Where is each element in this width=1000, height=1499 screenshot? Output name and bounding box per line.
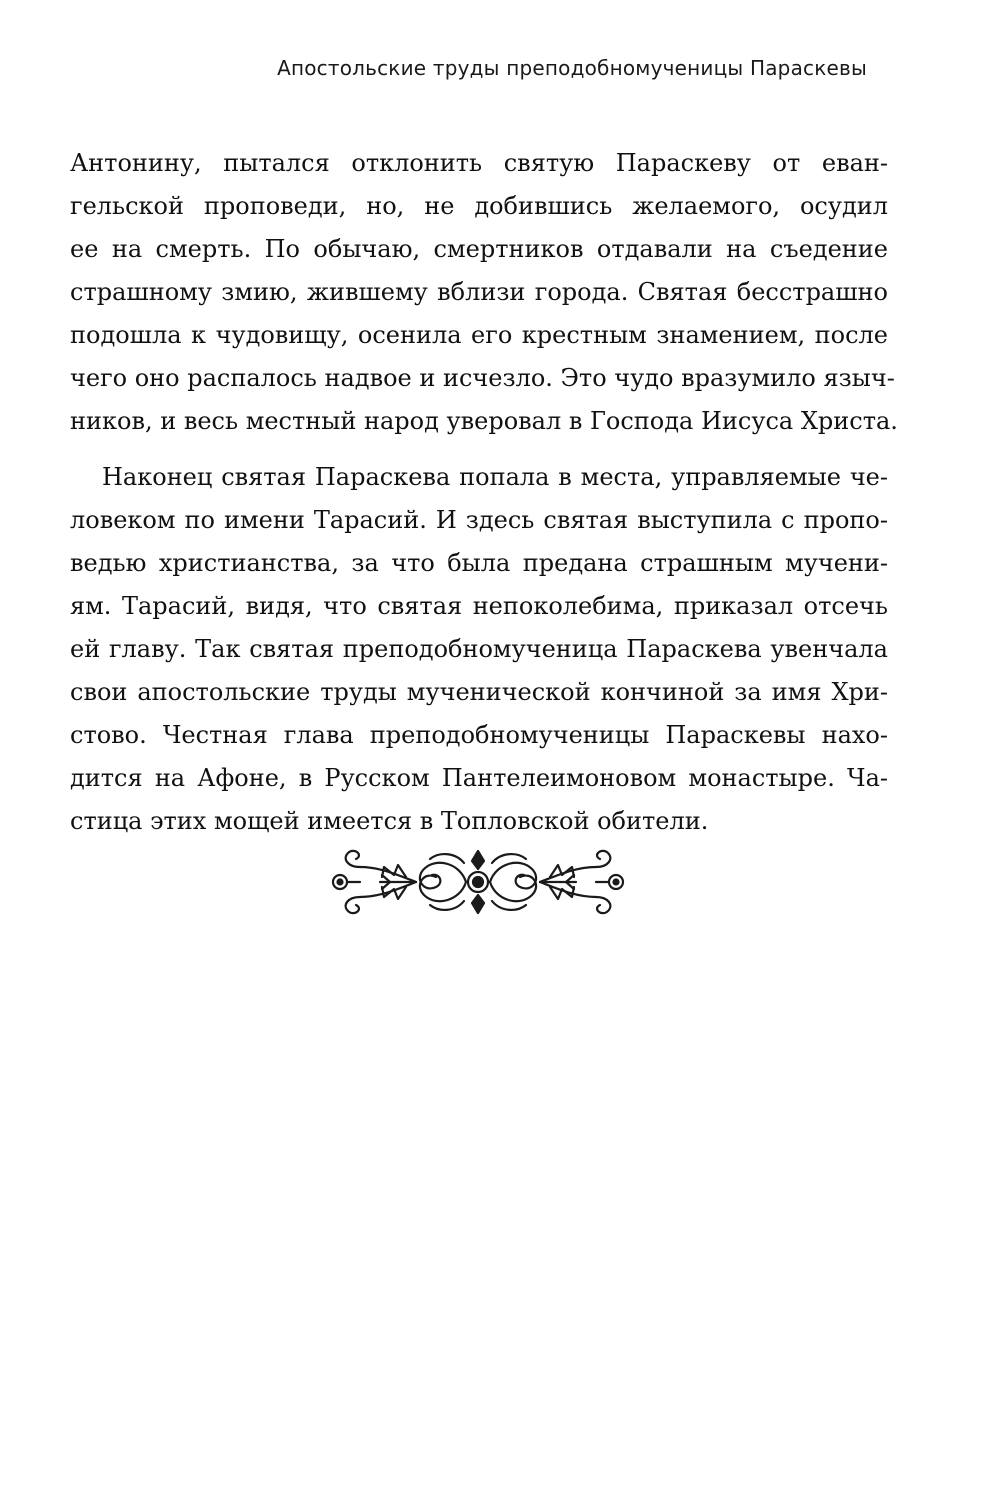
- ornament-divider-icon: [320, 845, 636, 919]
- paragraph-1: [70, 142, 898, 443]
- text-line: Наконец святая Параскева попала в места, управляемые че-: [102, 463, 888, 491]
- text-line: ведью христианства, за что была предана страшным мучени-: [70, 549, 888, 577]
- text-line: ее на смерть. По обычаю, смертников отдавали на съедение: [70, 235, 888, 263]
- text-line: ям. Тарасий, видя, что святая непоколебима, приказал отсечь: [70, 592, 888, 620]
- running-header: Апостольские труды преподобномученицы Параскевы: [277, 56, 867, 80]
- text-line: ловеком по имени Тарасий. И здесь святая выступила с пропо-: [70, 506, 888, 534]
- text-line: ей главу. Так святая преподобномученица Параскева увенчала: [70, 635, 888, 663]
- text-line: стица этих мощей имеется в Топловской обители.: [70, 807, 709, 835]
- text-line: дится на Афоне, в Русском Пантелеимоновом монастыре. Ча-: [70, 764, 888, 792]
- body-text: [70, 142, 898, 856]
- text-line: страшному змию, жившему вблизи города. Святая бесстрашно: [70, 278, 888, 306]
- text-line: Антонину, пытался отклонить святую Параскеву от еван-: [70, 149, 888, 177]
- text-line: ников, и весь местный народ уверовал в Господа Иисуса Христа.: [70, 407, 898, 435]
- text-line: подошла к чудовищу, осенила его крестным знамением, после: [70, 321, 888, 349]
- text-line: свои апостольские труды мученической кончиной за имя Хри-: [70, 678, 888, 706]
- text-line: стово. Честная глава преподобномученицы Параскевы нахо-: [70, 721, 888, 749]
- text-line: чего оно распалось надвое и исчезло. Это чудо вразумило языч-: [70, 364, 895, 392]
- text-line: гельской проповеди, но, не добившись желаемого, осудил: [70, 192, 888, 220]
- paragraph-2: [70, 456, 888, 843]
